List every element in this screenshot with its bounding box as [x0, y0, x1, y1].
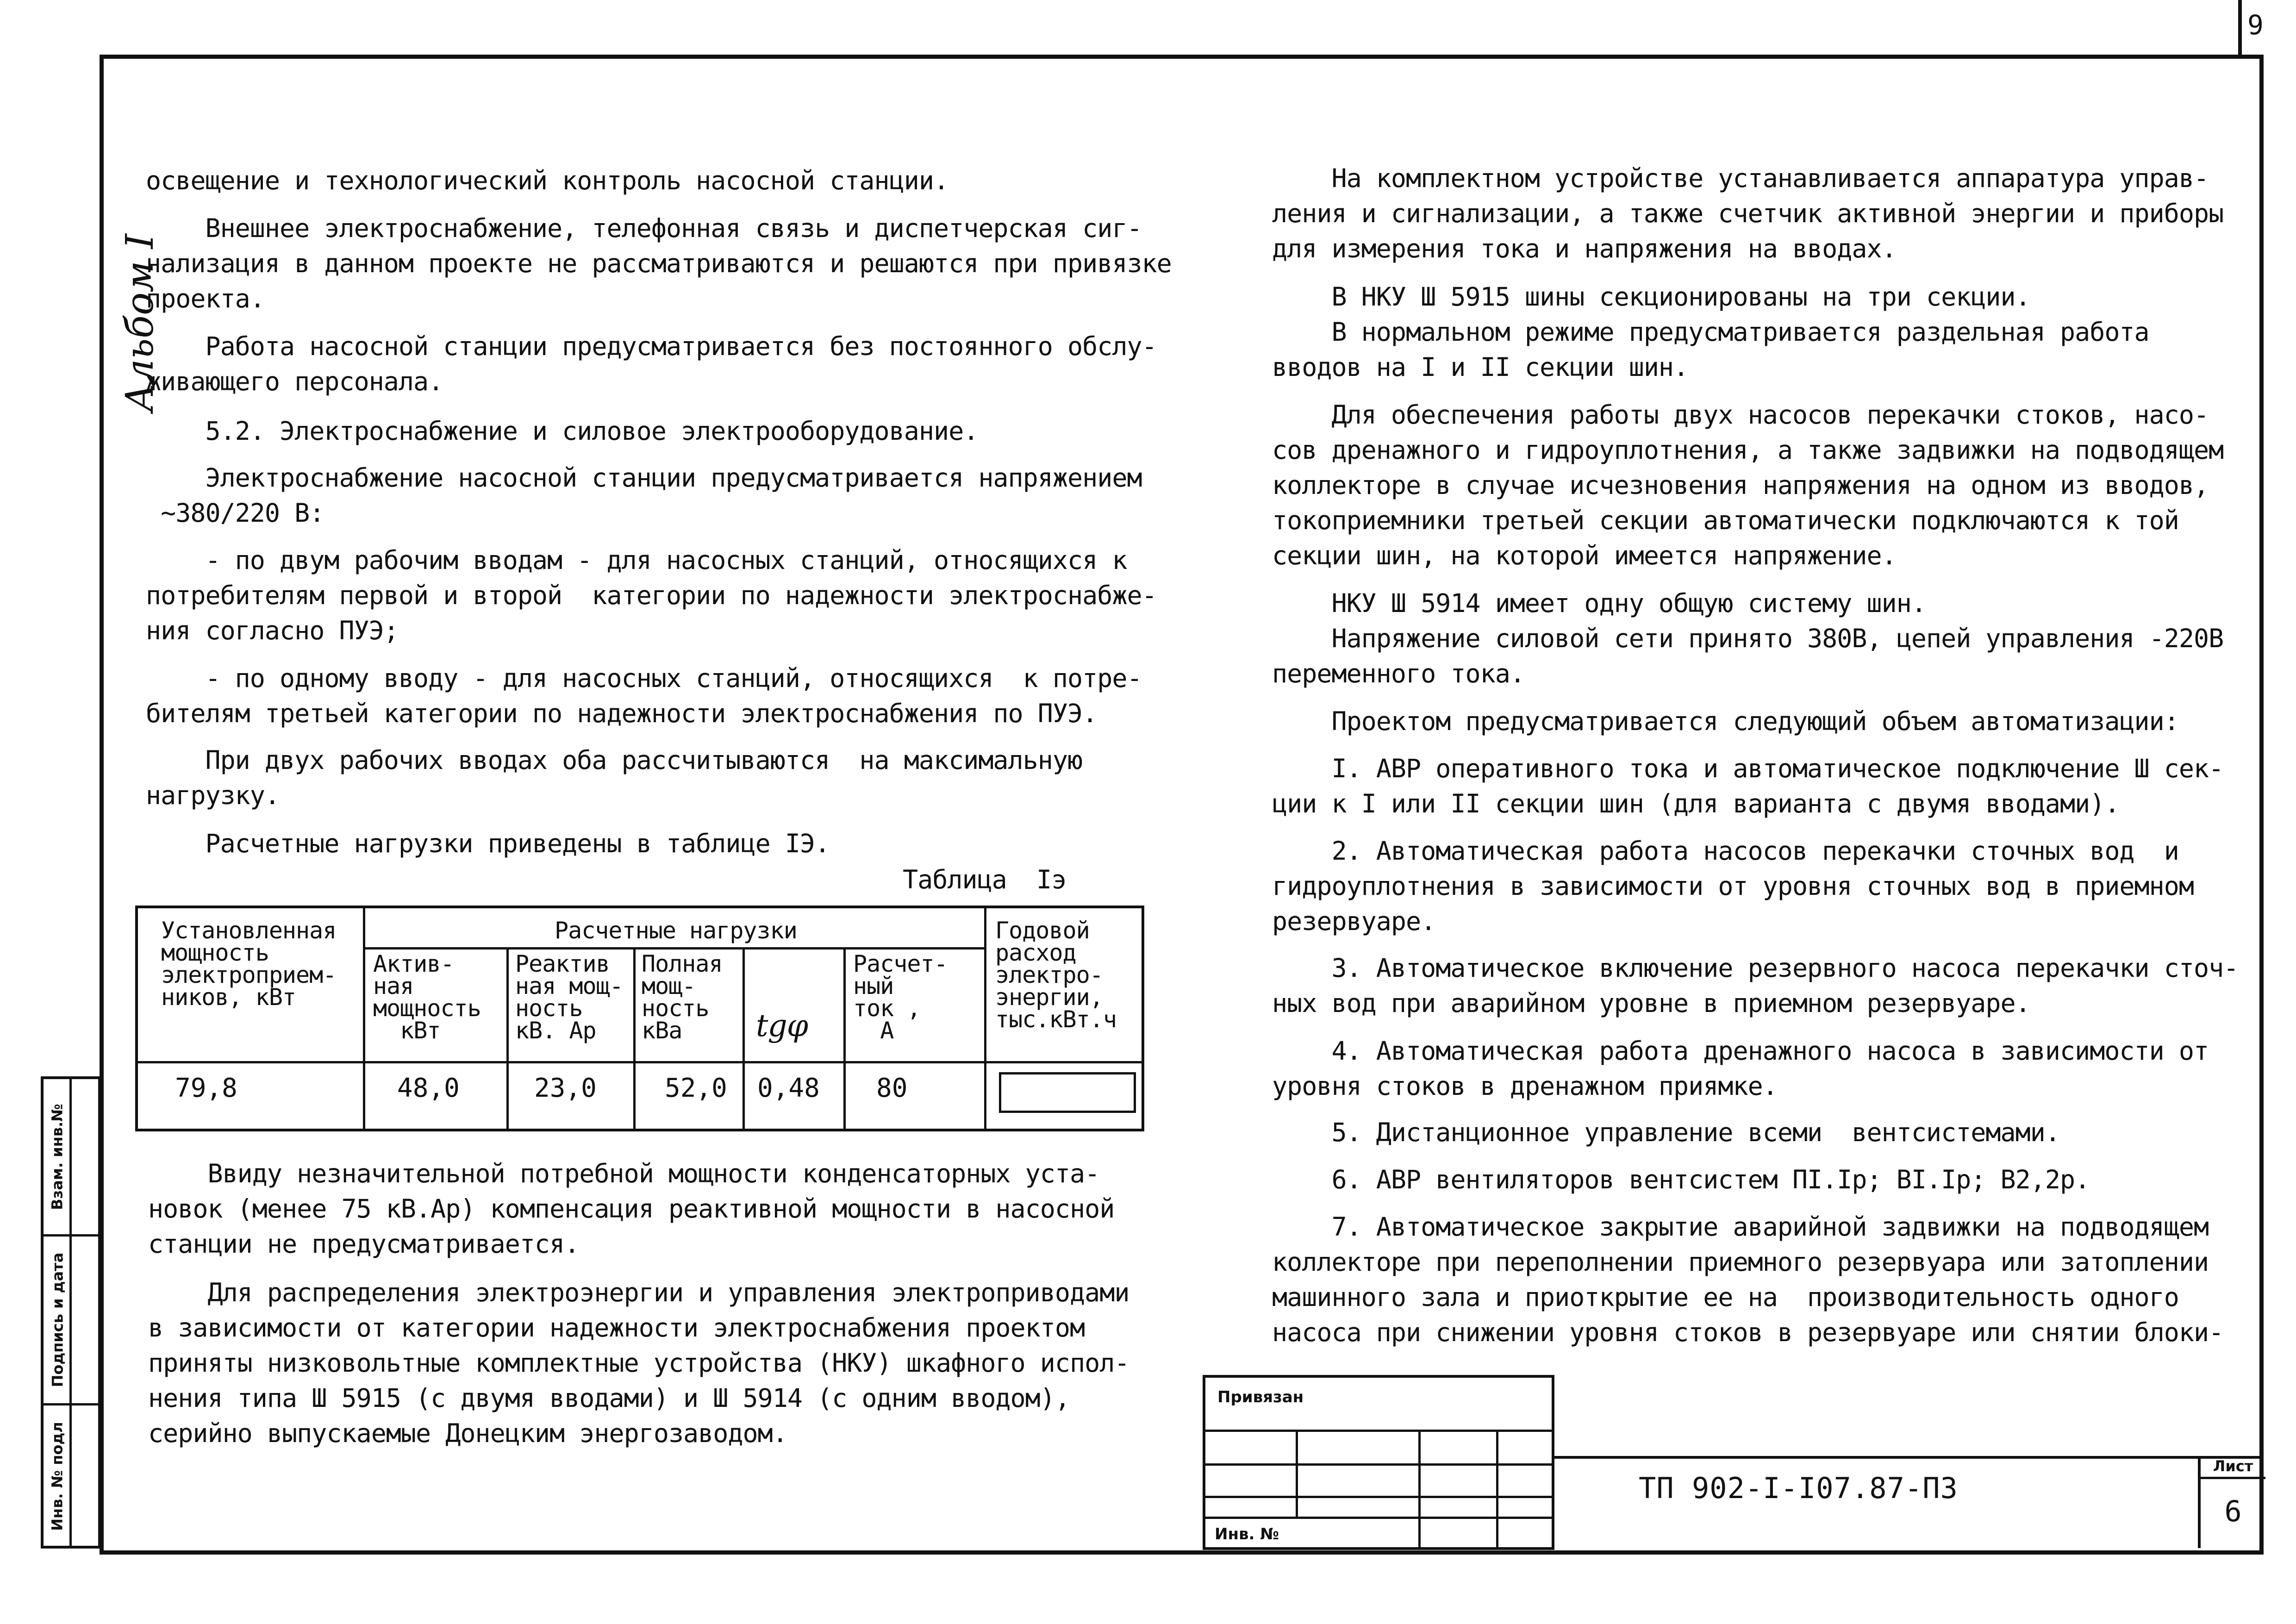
col-annual-header: Годовой расход электро- энергии, тыс.кВт.ч: [995, 917, 1117, 1033]
table-caption: Таблица Iэ: [903, 865, 1067, 894]
right-paragraph: 5. Дистанционное управление всеми вентсистемами.: [1272, 1118, 2060, 1147]
sheet-label: Лист: [2201, 1457, 2265, 1479]
sheet-box: [2198, 1457, 2265, 1548]
col-active-header: Актив- ная мощность кВт: [373, 950, 481, 1044]
left-paragraph: Расчетные нагрузки приведены в таблице IЭ.: [146, 829, 830, 858]
strip-label-signature: Подпись и дата: [49, 1252, 66, 1387]
right-paragraph: В НКУ Ш 5915 шины секционированы на три секции. В нормальном режиме предусматривается раздельная работа вводов на I и II секции шин.: [1272, 282, 2149, 382]
left-paragraph: Электроснабжение насосной станции предусматривается напряжением ~380/220 В:: [161, 463, 1142, 528]
cell-full: 52,0: [665, 1073, 727, 1103]
right-paragraph: 3. Автоматическое включение резервного насоса перекачки сточ- ных вод при аварийном уровне в приемном резервуаре.: [1272, 953, 2239, 1018]
document-code: ТП 902-I-I07.87-ПЗ: [1639, 1471, 1958, 1505]
left-paragraph: освещение и технологический контроль насосной станции.: [146, 166, 949, 195]
cell-installed: 79,8: [175, 1073, 237, 1103]
load-table: [135, 906, 1144, 1131]
right-paragraph: На комплектном устройстве устанавливается аппаратура управ- ления и сигнализации, а также счетчик активной энергии и приборы для измерения тока и напряжения на вводах.: [1272, 163, 2224, 263]
col-reactive-header: Реактив ная мощ- ность кВ. Ар: [515, 950, 623, 1044]
right-paragraph: 7. Автоматическое закрытие аварийной задвижки на подводящем коллекторе при переполнении приемного резервуара или затоплении машинного зала и приоткрытие ее на производительность одного насоса при снижении уровня стоков в резервуаре или снятии блоки-: [1272, 1212, 2224, 1347]
strip-label-original: Инв. № подл: [49, 1421, 67, 1531]
col-tg-header: tgφ: [756, 1008, 808, 1043]
cell-tg: 0,48: [757, 1073, 820, 1103]
col-full-header: Полная мощ- ность кВа: [642, 950, 723, 1044]
title-block-line: [1554, 1456, 2264, 1459]
left-paragraph: При двух рабочих вводах оба рассчитываются на максимальную нагрузку.: [146, 745, 1083, 810]
right-paragraph: 2. Автоматическая работа насосов перекачки сточных вод и гидроуплотнения в зависимости от уровня сточных вод в приемном резервуаре.: [1272, 836, 2194, 936]
cell-reactive: 23,0: [534, 1073, 597, 1103]
cell-active: 48,0: [397, 1073, 460, 1103]
left-paragraph: 5.2. Электроснабжение и силовое электрооборудование.: [146, 416, 979, 446]
bound-label: Привязан: [1217, 1388, 1304, 1406]
sheet-value: 6: [2224, 1494, 2242, 1528]
inv-label: Инв. №: [1215, 1525, 1279, 1543]
col-current-header: Расчет- ный ток , А: [853, 950, 948, 1044]
left-paragraph: Внешнее электроснабжение, телефонная связь и диспетчерская сиг- нализация в данном проекте не рассматриваются и решаются при привязке проекта.: [146, 213, 1172, 313]
left-paragraph: - по двум рабочим вводам - для насосных станций, относящихся к потребителям первой и второй категории по надежности электроснабже- ния согласно ПУЭ;: [146, 545, 1157, 645]
frame-edge: [2238, 0, 2242, 55]
strip-label-replace: Взам. инв.№: [49, 1103, 66, 1210]
right-paragraph: Проектом предусматривается следующий объем автоматизации:: [1272, 706, 2179, 736]
title-block: [1203, 1375, 1554, 1550]
right-paragraph: 4. Автоматическая работа дренажного насоса в зависимости от уровня стоков в дренажном приямке.: [1272, 1036, 2209, 1101]
col-group-header: Расчетные нагрузки: [555, 917, 797, 944]
left-paragraph: Работа насосной станции предусматривается без постоянного обслу- живающего персонала.: [146, 331, 1157, 396]
left-paragraph: - по одному вводу - для насосных станций, относящихся к потре- бителям третьей категории по надежности электроснабжения по ПУЭ.: [146, 663, 1142, 728]
right-paragraph: НКУ Ш 5914 имеет одну общую систему шин. Напряжение силовой сети принято 380В, цепей управления -220В переменного тока.: [1272, 588, 2224, 688]
cell-annual: [999, 1072, 1136, 1113]
cell-current: 80: [876, 1073, 908, 1103]
approval-strip: [41, 1076, 101, 1549]
right-paragraph: Для обеспечения работы двух насосов перекачки стоков, насо- сов дренажного и гидроуплотнения, а также задвижки на подводящем коллекторе в случае исчезновения напряжения на одном из вводов, токоприемники третьей секции автоматически подключаются к той секции шин, на которой имеется напряжение.: [1272, 400, 2224, 570]
col-installed-header: Установленная мощность электроприем- ников, кВт: [161, 917, 337, 1011]
right-paragraph: I. АВР оперативного тока и автоматическое подключение Ш сек- ции к I или II секции шин (для варианта с двумя вводами).: [1272, 754, 2224, 818]
left-paragraph: Ввиду незначительной потребной мощности конденсаторных уста- новок (менее 75 кВ.Ар) компенсация реактивной мощности в насосной станции не предусматривается.: [148, 1159, 1115, 1259]
left-paragraph: Для распределения электроэнергии и управления электроприводами в зависимости от категории надежности электроснабжения проектом приняты низковольтные комплектные устройства (НКУ) шкафного испол- нения типа Ш 5915 (с двумя вводами) и Ш 5914 (с одним вводом), серийно выпускаемые Донецким энергозаводом.: [148, 1278, 1129, 1448]
album-label: Альбом I: [118, 234, 162, 412]
right-paragraph: 6. АВР вентиляторов вентсистем ПI.Iр; ВI.Iр; В2,2р.: [1272, 1165, 2090, 1194]
sheet-number: 9: [2247, 9, 2264, 41]
